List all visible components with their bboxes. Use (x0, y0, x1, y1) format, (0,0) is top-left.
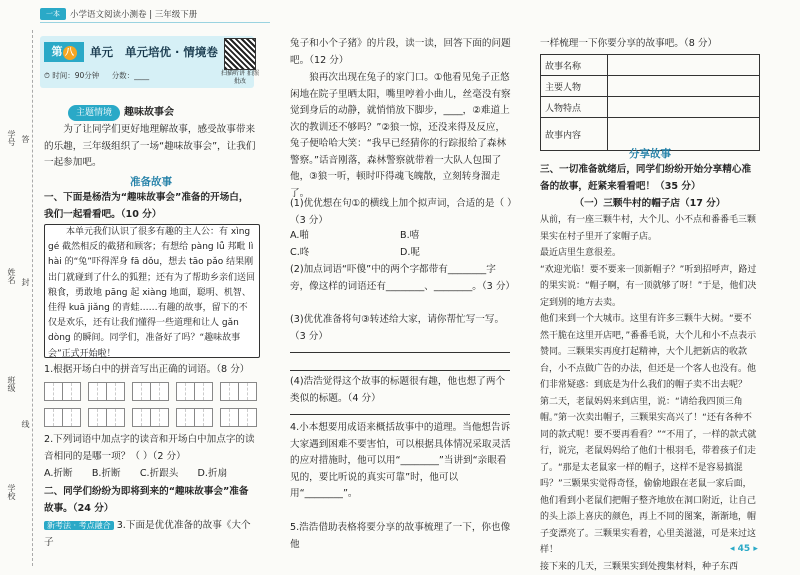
name-label: 姓名 (7, 268, 16, 284)
answer-line-1[interactable] (290, 352, 510, 353)
theme-bar (68, 100, 238, 116)
seal-char-1: 答 (21, 135, 30, 143)
section-share-title: 分享故事 (629, 148, 671, 160)
unit-badge (44, 42, 84, 62)
unit-subtitle: 单元培优 · 情境卷 (125, 45, 218, 59)
story-passage: 从前，有一座三颗牛村，大个儿、小不点和番番毛三颗果实在村子里开了家帽子店。 最近店里生意很差。 “欢迎光临！要不要来一顶新帽子？”听到招呼声，路过的果实说：“帽子啊，有一顶就够了呀！”于是，他们决定到别的地方去卖。 他们来到一个大城市。这里有许多三颗牛大树。“要不然干脆在这里开店吧，”番番毛说，大个儿和小不点表示赞同。三颗果实再度打起精神，大个儿把新店的收款台，小不点做广告的办法，但还是一个客人也没有。他们非常疑惑：到底是为什么我们的帽子卖不出去呢？ 第二天，老鼠妈妈来到店里，说：“请给我四顶三角帽。”第一次卖出帽子，三颗果实高兴了！“还有各种不同的款式呢！要不要再看看？”“不用了，一样的款式就行，说完，老鼠妈妈给了他们十根羽毛，带着孩子们走了。“那是太老鼠家一样的帽子，这样不是容易搞混吗？”三颗果实觉得奇怪，偷偷地跟在老鼠一家后面，他们看到小老鼠们把帽子整齐地放在洞口附近，让自己的头上添上喜庆的颜色，再上不同的图案，渐渐地，帽子变漂亮了。三颗果实看着，心里美滋滋，可是来过这样！ 接下来的几天，三颗果实到处搜集材料，种子东西 (540, 215, 757, 572)
sub-question-1: (1)优优想在句①的横线上加个拟声词，合适的是（ ）（3 分） (290, 198, 512, 226)
option-c[interactable]: C.咚 (290, 246, 310, 258)
writing-grid-row-1[interactable] (44, 382, 258, 402)
table-label-content: 故事内容 (541, 118, 608, 151)
answer-line-2[interactable] (290, 370, 510, 371)
table-label-characters: 主要人物 (541, 76, 608, 97)
table-input-characters[interactable] (608, 76, 760, 97)
page-number-text: 45 (737, 544, 751, 554)
sub-question-1-options (290, 228, 514, 261)
answer-line-3[interactable] (290, 414, 510, 415)
unit-title (90, 44, 218, 60)
question-1-2-options: A.折断 B.折断 C.折跟头 D.折扇 (44, 468, 228, 479)
qr-code-icon[interactable] (224, 38, 256, 70)
theme-title: 趣味故事会 (124, 107, 175, 118)
sub-question-3: (3)优优准备将句③转述给大家，请你帮忙写一写。（3 分） (290, 314, 505, 342)
option-a[interactable]: A.啪 (290, 230, 310, 241)
class-label: 班级 (7, 376, 16, 392)
next-page-icon[interactable]: ▸ (753, 544, 758, 554)
student-number-label: 学号 (7, 130, 16, 146)
seal-char-2: 封 (21, 278, 30, 286)
seal-char-3: 线 (21, 420, 30, 428)
qr-caption: 扫描听讲 拍照批改 (221, 70, 259, 85)
school-label: 学校 (7, 484, 16, 500)
question-3-heading: 三、一切准备就绪后，同学们纷纷开始分享精心准备的故事，赶紧来看看吧！（35 分） (540, 164, 752, 192)
table-input-name[interactable] (608, 55, 760, 76)
story-title: （一）三颗牛村的帽子店（17 分） (574, 198, 726, 209)
question-2-4: 4.小本想要用成语来概括故事中的道理。当他想告诉大家遇到困难不要害怕，可以根据具体情况采取灵活的应对措施时，他可以用“________”当讲到“亲眼看见的，要比听说的真实可靠”时，他可以用“________”。 (290, 422, 511, 499)
story-lead: 兔子和小个子猪》的片段，读一读，回答下面的问题吧。（12 分） (290, 38, 511, 66)
clock-icon: ⏱ (44, 71, 50, 80)
theme-pill: 主题情境 (68, 105, 120, 121)
unit-number: 八 (63, 46, 77, 60)
exam-time: 时间：90分钟 (52, 71, 100, 80)
question-1-heading: 一、下面是杨浩为“趣味故事会”准备的开场白，我们一起看看吧。（10 分） (44, 192, 249, 220)
writing-grid-row-2[interactable] (44, 408, 258, 428)
prev-page-icon[interactable]: ◂ (730, 544, 735, 554)
table-label-name: 故事名称 (541, 55, 608, 76)
page-number (730, 544, 758, 554)
table-label-traits: 人物特点 (541, 97, 608, 118)
question-1-1: 1.根据开场白中的拼音写出正确的词语。（8 分） (44, 364, 250, 375)
table-lead: 一样梳理一下你要分享的故事吧。（8 分） (540, 38, 718, 49)
table-input-traits[interactable] (608, 97, 760, 118)
question-1-2: 2.下列词语中加点字的读音和开场白中加点字的读音相同的是哪一项？（ ）（2 分） (44, 434, 255, 462)
header-divider (40, 22, 270, 23)
new-test-tag: 新考法 · 考点融合 (44, 521, 114, 530)
opening-speech-box: 本单元我们认识了很多有趣的主人公：有 xìng gé 截然相反的截猪和顾客；有想给 pàng lǚ 邦毗 lì hài 的“兔”吓得浑身 fā dǒu，想去 tāo pǎo 结果刚出门就碰到了什么的狐狸；还有为了帮助乡亲们送回粮食，勇敢地 pāng 起 xiàng 地面，聪明、机智、佳得 kuā jiǎng 的青蛙……有趣的故事，留下的不仅是欢乐，还有让我们懂得一些道理和让人 gǎn dòng 的瞬间。同学们，准备好了吗？“趣味故事会”正式开始啦！ (44, 224, 260, 358)
question-2-heading: 二、同学们纷纷为即将到来的“趣味故事会”准备故事。（24 分） (44, 486, 249, 514)
sub-question-2: (2)加点词语“吓傻”中的两个字都带有________字旁，像这样的词语还有________、________。（3 分） (290, 264, 516, 292)
story-outline-table (540, 54, 760, 151)
intro-paragraph: 为了让同学们更好地理解故事，感受故事带来的乐趣，三年级组织了一场“趣味故事会”，让我们一起参加吧。 (44, 124, 256, 168)
sub-question-4: (4)浩浩觉得这个故事的标题很有趣，他也想了两个类似的标题。（4 分） (290, 376, 506, 404)
section-prepare-title: 准备故事 (130, 176, 172, 188)
question-2-3 (44, 518, 258, 551)
exam-meta (44, 70, 149, 81)
option-d[interactable]: D.呢 (400, 246, 421, 258)
question-2-5: 5.浩浩借助表格将要分享的故事梳理了一下，你也像他 (290, 522, 511, 550)
book-title: 小学语文阅读小测卷 | 三年级下册 (70, 10, 198, 20)
publisher-logo: 一本 (40, 8, 66, 20)
unit-suffix: 单元 (90, 45, 113, 59)
story-excerpt: 狼再次出现在兔子的家门口。①他看见兔子正悠闲地在院子里晒太阳，嘴里哼着小曲儿，丝毫没有察觉到身后的动静，就悄悄放下脚步，____，②难道上次的教训还不够吗？”②狼一惊，还没来得及反应，兔子便哈哈大笑：“我早已经猜你的行踪报给了森林警察。”话音刚落，森林警察就带着一大队人包围了他，③狼一听，顿时吓得魂飞魄散，立刻转身溜走了。 (290, 72, 511, 199)
option-b[interactable]: B.嘻 (400, 230, 420, 241)
question-2-3-text: 3.下面是优优准备的故事《大个子 (44, 520, 251, 548)
unit-prefix: 第 (51, 45, 63, 58)
exam-score: 分数：____ (111, 71, 150, 80)
